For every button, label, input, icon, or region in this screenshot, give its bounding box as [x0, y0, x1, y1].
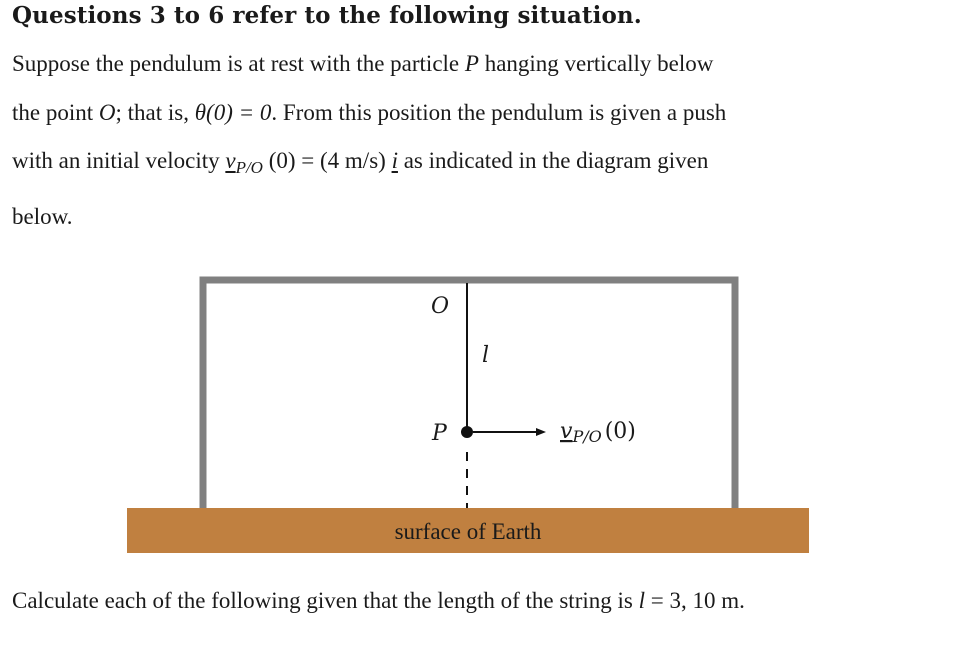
label-velocity-vec: v	[560, 419, 573, 444]
label-P: P	[432, 421, 447, 446]
paragraph-line-3: with an initial velocity $v_{P/O}$ (0) = (4 m/s) i as indicated in the diagram given	[12, 148, 709, 177]
velocity-vector: v	[225, 148, 236, 173]
ground-label: surface of Earth	[394, 519, 542, 544]
paragraph-line-4: below.	[12, 203, 73, 229]
var-l: l	[638, 588, 645, 613]
support-frame	[203, 280, 735, 508]
particle-P	[461, 426, 473, 438]
label-velocity-arg: (0)	[604, 419, 636, 444]
unit-vector-i: i	[391, 148, 398, 173]
var-P: P	[464, 51, 479, 76]
label-length-l: l	[482, 343, 490, 368]
velocity-arrowhead	[536, 428, 546, 436]
closing-sentence: Calculate each of the following given that the length of the string is l = 3, 10 m.	[12, 588, 745, 613]
paragraph-line-1: Suppose the pendulum is at rest with the particle P hanging vertically below	[12, 51, 714, 76]
label-velocity-sub: P/O	[572, 427, 602, 446]
label-velocity	[560, 419, 636, 446]
paragraph-line-2: the point O; that is, θ(0) = 0. From this position the pendulum is given a push	[12, 99, 727, 125]
theta-equation: θ(0) = 0	[194, 99, 272, 125]
velocity-subscript: P/O	[235, 158, 263, 177]
var-O: O	[98, 99, 116, 125]
label-O: O	[431, 294, 450, 319]
section-heading: Questions 3 to 6 refer to the following situation.	[12, 2, 642, 29]
